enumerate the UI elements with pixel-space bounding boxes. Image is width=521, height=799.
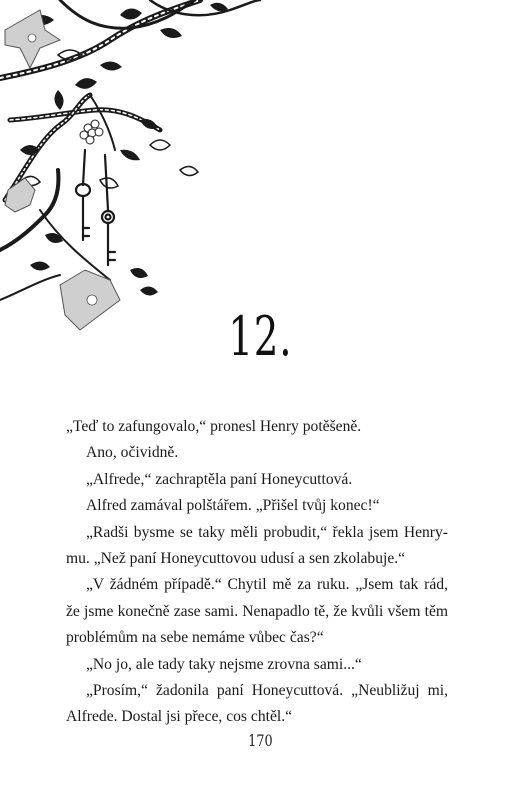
page-number: 170 xyxy=(248,731,273,750)
floral-vine-keys-illustration xyxy=(0,0,410,335)
paragraph: Ano, očividně. xyxy=(86,444,179,462)
paragraph: „Alfrede,“ zachraptěla paní Honeycuttová. xyxy=(86,470,353,488)
chapter-body-text xyxy=(66,414,448,731)
paragraph: „Radši bysme se taky měli probudit,“ řekla jsem Henry-mu. „Než paní Honeycuttovou udusí a sen zkolabuje.“ xyxy=(66,523,448,568)
paragraph: „V žádném případě.“ Chytil mě za ruku. „Jsem tak rád, že jsme konečně zase sami. Nenapadlo tě, že kvůli všem těm problémům na sebe nemáme vůbec čas?“ xyxy=(66,576,448,647)
chapter-number: 12. xyxy=(228,305,293,368)
paragraph: „Prosím,“ žadonila paní Honeycuttová. „Neubližuj mi, Alfrede. Dostal jsi přece, cos chtěl.“ xyxy=(66,682,448,726)
paragraph: „No jo, ale tady taky nejsme zrovna sami...“ xyxy=(86,655,362,673)
paragraph: Alfred zamával polštářem. „Přišel tvůj konec!“ xyxy=(86,497,380,515)
paragraph: „Teď to zafungovalo,“ pronesl Henry potěšeně. xyxy=(66,418,362,435)
